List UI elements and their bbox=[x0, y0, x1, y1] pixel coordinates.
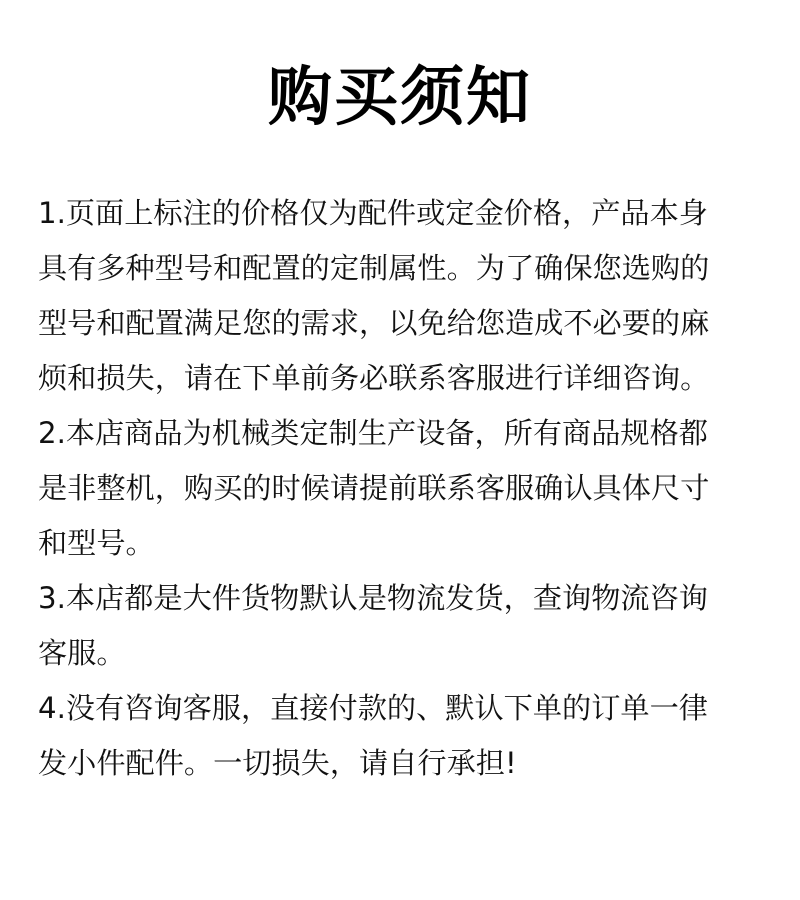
page-title: 购买须知 bbox=[268, 61, 532, 135]
notice-line: 4.没有咨询客服，直接付款的、默认下单的订单一律 bbox=[38, 691, 708, 725]
notice-line: 是非整机，购买的时候请提前联系客服确认具体尺寸 bbox=[38, 471, 710, 505]
notice-line: 2.本店商品为机械类定制生产设备，所有商品规格都 bbox=[38, 416, 708, 450]
notice-line: 烦和损失，请在下单前务必联系客服进行详细咨询。 bbox=[38, 361, 710, 395]
notice-line: 1.页面上标注的价格仅为配件或定金价格，产品本身 bbox=[38, 196, 708, 230]
notice-line: 客服。 bbox=[38, 636, 126, 670]
notice-line: 具有多种型号和配置的定制属性。为了确保您选购的 bbox=[38, 251, 710, 285]
notice-body bbox=[38, 186, 762, 791]
notice-line: 发小件配件。一切损失，请自行承担! bbox=[38, 746, 517, 780]
notice-line: 和型号。 bbox=[38, 526, 155, 560]
notice-line: 型号和配置满足您的需求，以免给您造成不必要的麻 bbox=[38, 306, 710, 340]
notice-line: 3.本店都是大件货物默认是物流发货，查询物流咨询 bbox=[38, 581, 708, 615]
